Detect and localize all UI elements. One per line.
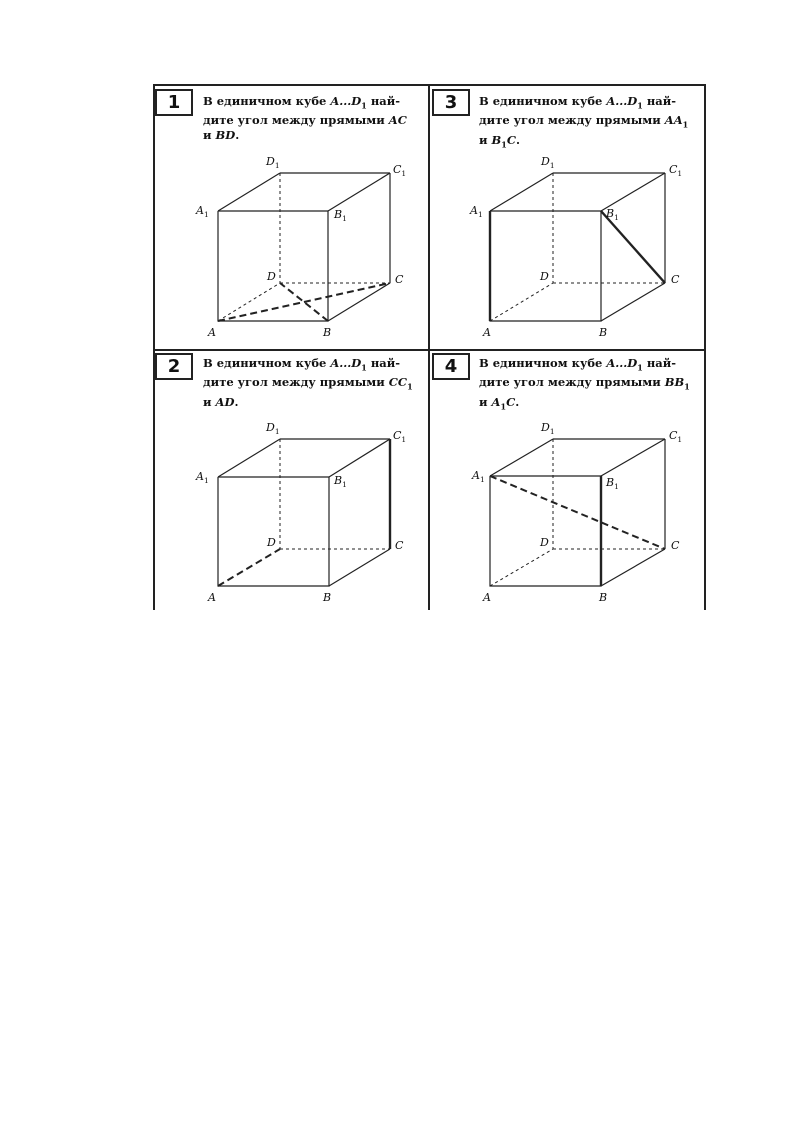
label-A: A [208, 326, 216, 339]
svg-text:C1: $C_1$ [669, 163, 683, 178]
svg-text:B1: $B_1$ [334, 474, 347, 489]
svg-text:A1: $A_1$ [470, 204, 483, 219]
label-D: D [267, 536, 276, 549]
label-A1: A [470, 204, 478, 217]
svg-text:B1: $B_1$ [606, 207, 619, 222]
label-D1: D [266, 421, 275, 434]
label-D: D [540, 536, 549, 549]
cube-diagram [429, 84, 705, 350]
svg-text:A1: $A_1$ [196, 204, 209, 219]
problem-number: 4 [432, 353, 470, 380]
problem-card-4 [429, 350, 705, 610]
label-A1: A [472, 469, 480, 482]
problem-number: 3 [432, 89, 470, 116]
label-B1: B [606, 476, 615, 489]
worksheet [153, 84, 706, 610]
label-D: D [540, 270, 549, 283]
label-C: C [395, 539, 404, 552]
label-B1: B [334, 474, 343, 487]
svg-text:A1: $A_1$ [196, 470, 209, 485]
svg-text:A1: $A_1$ [472, 469, 485, 484]
svg-text:D1: $D_1$ [541, 421, 555, 436]
problem-text: В единичном кубе $A...D_1$ най- дите угол между прямыми $CC_1$ и AD. [203, 356, 413, 409]
label-B: B [323, 326, 332, 339]
svg-text:C1: $C_1$ [393, 163, 407, 178]
problem-card-1 [153, 84, 429, 350]
svg-text:B1: $B_1$ [606, 476, 619, 491]
label-C1: C [669, 163, 678, 176]
svg-text:B1: $B_1$ [334, 208, 347, 223]
label-D1: D [541, 421, 550, 434]
label-C1: C [393, 163, 402, 176]
label-C: C [671, 273, 680, 286]
label-A: A [483, 326, 491, 339]
problem-text: В единичном кубе $A...D_1$ най- дите угол между прямыми $AA_1$ и $B_1C$. [479, 94, 689, 149]
label-D: D [267, 270, 276, 283]
label-C: C [671, 539, 680, 552]
label-C1: C [393, 429, 402, 442]
cube-diagram [153, 84, 429, 350]
label-B: B [599, 326, 608, 339]
label-B1: B [606, 207, 615, 220]
svg-text:D1: $D_1$ [541, 155, 555, 170]
label-D1: D [266, 155, 275, 168]
label-B: B [599, 591, 608, 604]
label-D1: D [541, 155, 550, 168]
problem-card-2 [153, 350, 429, 610]
label-A1: A [196, 470, 204, 483]
label-A1: A [196, 204, 204, 217]
problem-text: В единичном кубе $A...D_1$ най- дите угол между прямыми $BB_1$ и $A_1C$. [479, 356, 690, 411]
problem-card-3 [429, 84, 705, 350]
cube-diagram [153, 350, 429, 610]
label-C: C [395, 273, 404, 286]
label-C1: C [669, 429, 678, 442]
problem-number: 1 [155, 89, 193, 116]
problem-number: 2 [155, 353, 193, 380]
label-A: A [208, 591, 216, 604]
cube-diagram [429, 350, 705, 610]
svg-text:C1: $C_1$ [393, 429, 407, 444]
problem-text: В единичном кубе $A...D_1$ най- дите угол между прямыми AC и BD. [203, 94, 407, 143]
label-B: B [323, 591, 332, 604]
label-A: A [483, 591, 491, 604]
label-B1: B [334, 208, 343, 221]
svg-text:D1: $D_1$ [266, 421, 280, 436]
svg-text:D1: $D_1$ [266, 155, 280, 170]
svg-text:C1: $C_1$ [669, 429, 683, 444]
